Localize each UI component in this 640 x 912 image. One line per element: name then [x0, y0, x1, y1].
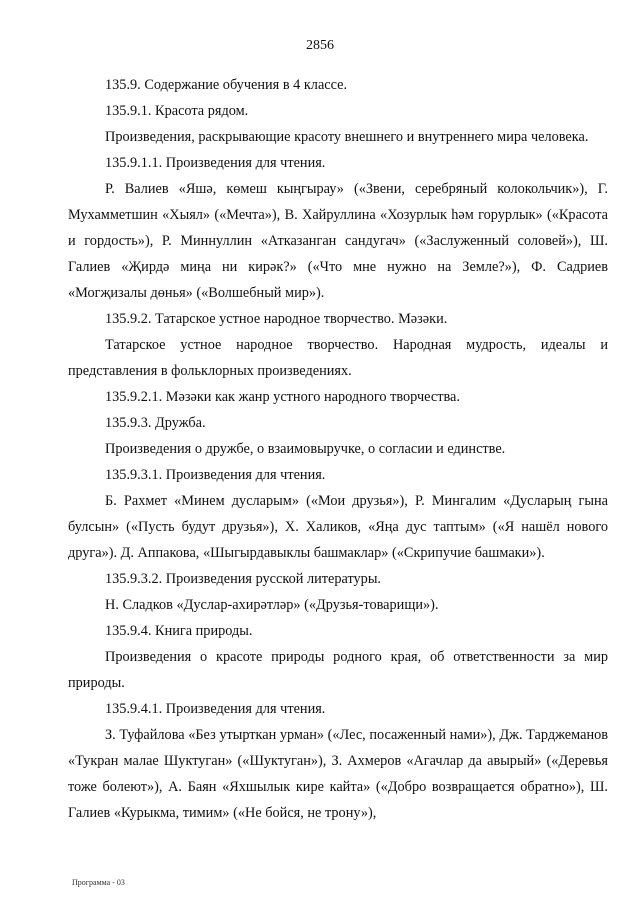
page-footer: Программа - 03 [72, 878, 125, 887]
document-body [68, 72, 608, 826]
section-heading: 135.9. Содержание обучения в 4 классе. [105, 77, 348, 93]
subsection-heading: 135.9.3. Дружба. [105, 415, 206, 431]
subsection-heading: 135.9.4. Книга природы. [105, 623, 253, 639]
paragraph: Р. Валиев «Яшә, көмеш кыңгырау» («Звени, серебряный колокольчик»), Г. Мухамметшин «Хыял» («Мечта»), В. Хайруллина «Хозурлык һәм горурлык» («Красота и гордость»), Р. Миннуллин «Атказанган сандугач» («Заслуженный соловей»), Ш. Галиев «Җирдә миңа ни кирәк?» («Что мне нужно на Земле?»), Ф. Садриев «Могҗизалы дөнья» («Волшебный мир»). [68, 181, 608, 301]
subsection-heading: 135.9.1. Красота рядом. [105, 103, 249, 119]
subsection-heading: 135.9.3.1. Произведения для чтения. [105, 467, 326, 483]
subsection-heading: 135.9.1.1. Произведения для чтения. [105, 155, 326, 171]
subsection-heading: 135.9.4.1. Произведения для чтения. [105, 701, 326, 717]
paragraph: Н. Сладков «Дуслар-ахирәтләр» («Друзья-товарищи»). [105, 597, 439, 613]
subsection-heading: 135.9.3.2. Произведения русской литературы. [105, 571, 382, 587]
paragraph: Произведения о дружбе, о взаимовыручке, о согласии и единстве. [105, 441, 506, 457]
subsection-heading: 135.9.2. Татарское устное народное творчество. Мәзәки. [105, 311, 448, 327]
page-number: 2856 [306, 38, 334, 53]
paragraph: Б. Рахмет «Минем дусларым» («Мои друзья»), Р. Мингалим «Дусларың гына булсын» («Пусть будут друзья»), Х. Халиков, «Яңа дус таптым» («Я нашёл нового друга»). Д. Аппакова, «Шыгырдавыклы башмаклар» («Скрипучие башмаки»). [68, 493, 608, 561]
paragraph: З. Туфайлова «Без утырткан урман» («Лес, посаженный нами»), Дж. Тарджеманов «Тукран малае Шуктуган» («Шуктуган»), З. Ахмеров «Агачлар да авырый» («Деревья тоже болеют»), А. Баян «Яхшылык кире кайта» («Добро возвращается обратно»), Ш. Галиев «Курыкма, тимим» («Не бойся, не трону»), [68, 727, 608, 821]
paragraph: Произведения о красоте природы родного края, об ответственности за мир природы. [68, 649, 608, 691]
subsection-heading: 135.9.2.1. Мәзәки как жанр устного народного творчества. [105, 389, 460, 405]
paragraph: Татарское устное народное творчество. Народная мудрость, идеалы и представления в фольклорных произведениях. [68, 337, 608, 379]
paragraph: Произведения, раскрывающие красоту внешнего и внутреннего мира человека. [105, 129, 589, 145]
